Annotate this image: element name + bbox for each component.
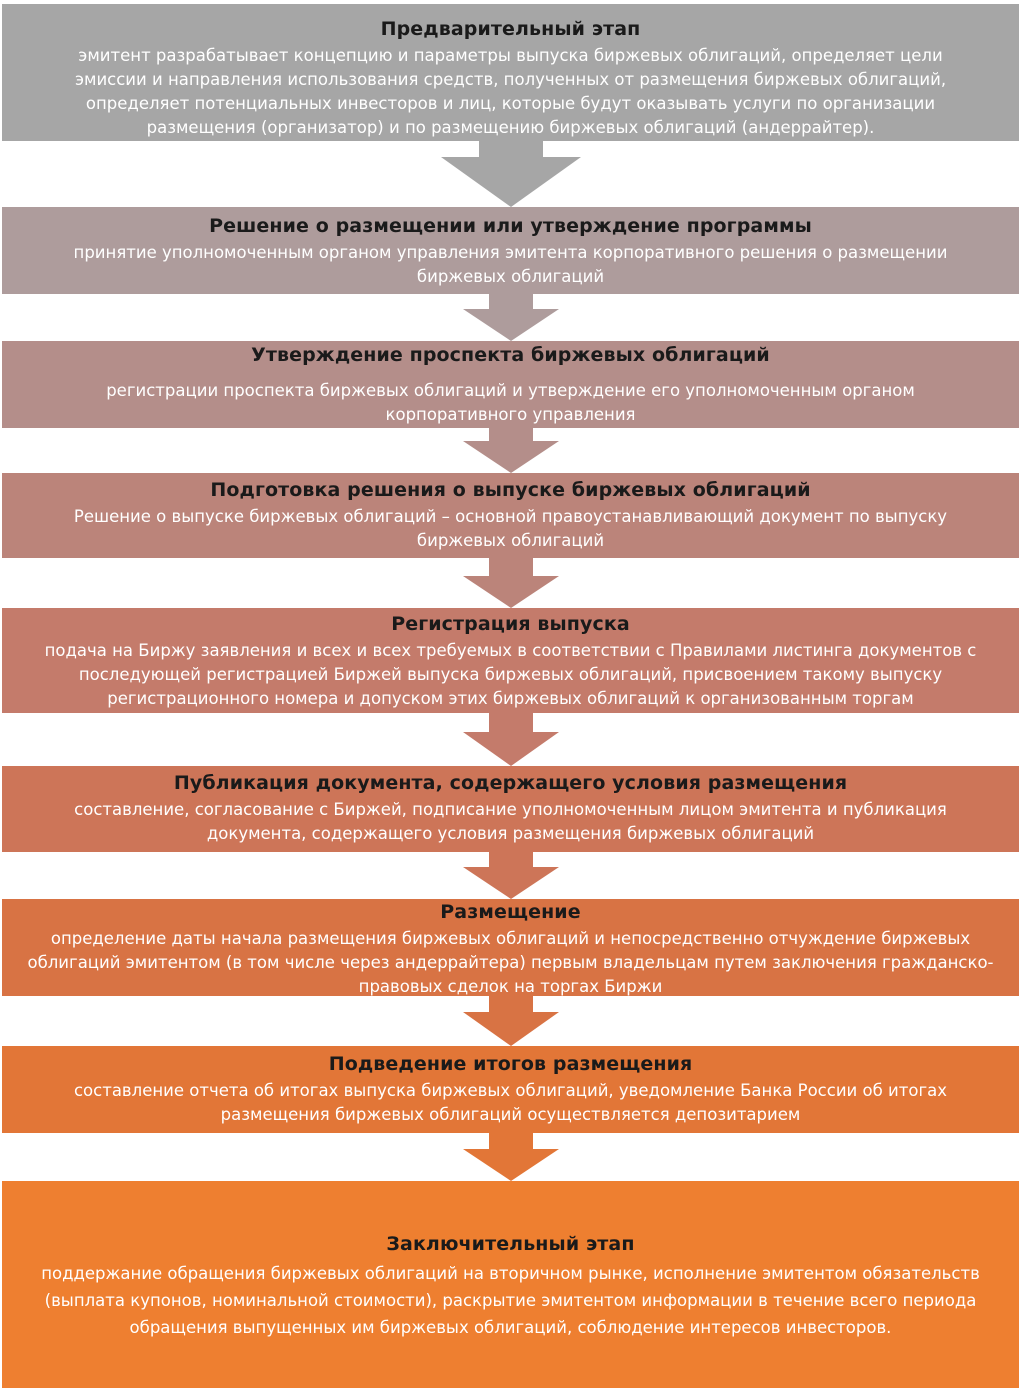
step-title: Размещение [440,901,581,923]
step-title: Регистрация выпуска [391,613,630,635]
arrow-shaft [489,1133,533,1149]
step-description: принятие уполномоченным органом управления эмитента корпоративного решения о размещении биржевых облигаций [73,243,948,286]
step-placement-results [2,1046,1019,1133]
step-title: Заключительный этап [386,1233,635,1255]
step-issue-registration [2,608,1019,713]
step-placement-decision [2,207,1019,294]
arrow-head [463,441,559,473]
step-description: подача на Биржу заявления и всех и всех требуемых в соответствии с Правилами листинга документов с последующей регистрацией Биржей выпуска биржевых облигаций, присвоением такому выпуску регистрационного номера и допуском этих биржевых облигаций к организованным торгам [44,641,977,708]
step-description: поддержание обращения биржевых облигаций на вторичном рынке, исполнение эмитентом обязательств (выплата купонов, номинальной стоимости), раскрытие эмитентом информации в течение всего периода обращения выпущенных им биржевых облигаций, соблюдение интересов инвесторов. [41,1264,980,1337]
arrow-shaft [489,294,533,309]
arrow-head [463,867,559,899]
step-description: эмитент разрабатывает концепцию и параметры выпуска биржевых облигаций, определяет цели эмиссии и направления использования средств, полученных от размещения биржевых облигаций, определяет потенциальных инвесторов и лиц, которые будут оказывать услуги по организации размещения (организатор) и по размещению биржевых облигаций (андеррайтер). [74,46,947,137]
step-title: Решение о размещении или утверждение программы [209,215,812,237]
arrow-head [463,1012,559,1046]
step-title: Предварительный этап [380,18,641,40]
arrow-head [463,732,559,766]
step-final [2,1181,1019,1388]
step-description: Решение о выпуске биржевых облигаций – основной правоустанавливающий документ по выпуску биржевых облигаций [73,507,948,550]
step-placement [2,899,1019,996]
arrow-shaft [489,558,533,576]
step-terms-publication [2,766,1019,852]
arrow-head [463,1149,559,1181]
step-preliminary [2,4,1019,141]
arrow-shaft [479,141,543,157]
step-description: составление, согласование с Биржей, подписание уполномоченным лицом эмитента и публикация документа, содержащего условия размещения биржевых облигаций [74,800,947,843]
arrow-head [441,157,581,207]
step-title: Публикация документа, содержащего условия размещения [173,772,848,794]
step-description: определение даты начала размещения биржевых облигаций и непосредственно отчуждение биржевых облигаций эмитентом (в том числе через андеррайтера) первым владельцам путем заключения гражданско-правовых сделок на торгах Биржи [27,929,994,996]
arrow-head [463,576,559,608]
arrow-shaft [489,713,533,732]
arrow-shaft [489,428,533,441]
arrow-shaft [489,996,533,1012]
step-description: регистрации проспекта биржевых облигаций и утверждение его уполномоченным органом корпоративного управления [106,381,915,424]
step-title: Утверждение проспекта биржевых облигаций [251,344,770,366]
step-issue-decision [2,473,1019,558]
step-description: составление отчета об итогах выпуска биржевых облигаций, уведомление Банка России об итогах размещения биржевых облигаций осуществляется депозитарием [73,1081,948,1124]
step-title: Подведение итогов размещения [328,1053,693,1075]
step-prospectus-approval [2,341,1019,428]
arrow-shaft [489,852,533,867]
arrow-head [463,309,559,341]
step-title: Подготовка решения о выпуске биржевых облигаций [210,479,811,501]
